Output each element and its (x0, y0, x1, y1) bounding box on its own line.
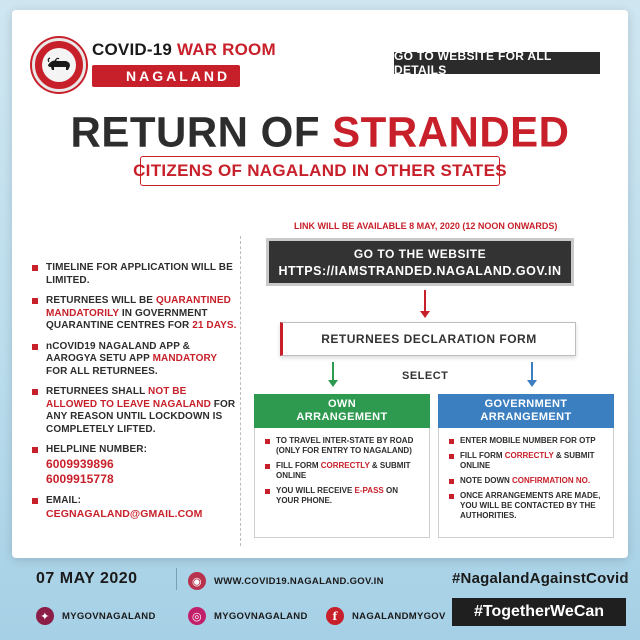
covid-war-room-logo (32, 38, 86, 92)
quarantine-text-a: RETURNEES WILL BE (46, 295, 154, 306)
footer-facebook[interactable] (326, 607, 446, 625)
own-li-1: TO TRAVEL INTER-STATE BY ROAD (ONLY FOR ENTRY TO NAGALAND) (276, 436, 414, 455)
list-item (32, 386, 237, 436)
arrow-down-icon (424, 290, 426, 314)
own-li-3-red: E-PASS (354, 486, 384, 495)
gov-li-2 (460, 451, 607, 471)
arrow-down-icon (332, 362, 334, 382)
bullet-icon (265, 489, 270, 494)
title-return-of: RETURN OF (70, 107, 320, 156)
bullet-icon (265, 464, 270, 469)
website-box-label: GO TO THE WEBSITE (353, 247, 487, 261)
bullet-icon (265, 439, 270, 444)
government-arrangement-header (438, 394, 614, 428)
brand-title (92, 40, 276, 87)
bullet-icon (449, 454, 454, 459)
hashtag-together-we-can: #TogetherWeCan (452, 598, 626, 626)
declaration-form-button[interactable]: RETURNEES DECLARATION FORM (280, 322, 576, 356)
lockdown-text-c: FOR ANY REASON UNTIL LOCKDOWN IS COMPLETELY LIFTED. (46, 398, 236, 435)
list-item (449, 451, 607, 471)
bullet-icon (32, 447, 38, 453)
bullet-icon (32, 298, 38, 304)
gov-head-1: GOVERNMENT (484, 398, 568, 410)
app-text-c: FOR ALL RETURNEES. (46, 365, 158, 377)
list-item (265, 486, 423, 506)
column-divider (240, 236, 241, 546)
website-url-link[interactable]: HTTPS://IAMSTRANDED.NAGALAND.GOV.IN (278, 264, 562, 278)
government-arrangement-panel[interactable] (438, 394, 614, 538)
footer-instagram[interactable] (188, 607, 308, 625)
brand-war-room-text: WAR ROOM (176, 40, 276, 59)
footer-website-text[interactable]: WWW.COVID19.NAGALAND.GOV.IN (214, 575, 384, 587)
gov-li-3-red: CONFIRMATION NO. (512, 476, 591, 485)
gov-li-2-a: FILL FORM (460, 451, 503, 460)
gov-li-1: ENTER MOBILE NUMBER FOR OTP (460, 436, 596, 445)
gov-li-3-a: NOTE DOWN (460, 476, 510, 485)
own-li-3 (276, 486, 423, 506)
footer-website[interactable] (188, 572, 384, 590)
footer-twitter[interactable] (36, 607, 156, 625)
helpline-number-2[interactable]: 6009915778 (46, 471, 114, 486)
bullet-icon (32, 389, 38, 395)
quarantine-text-b: IN GOVERNMENT QUARANTINE CENTRES FOR (46, 307, 208, 331)
own-arrangement-panel[interactable] (254, 394, 430, 538)
bullet-icon (32, 498, 38, 504)
own-arrangement-body (254, 428, 430, 538)
list-item (449, 476, 607, 486)
quarantine-text (46, 295, 237, 333)
hashtag-nagaland-against-covid: #NagalandAgainstCovid (452, 570, 629, 587)
own-li-3-b: ON YOUR PHONE. (276, 486, 398, 505)
logo-inner-circle (42, 48, 76, 82)
date-label: 07 MAY 2020 (36, 570, 138, 587)
brand-covid-text: COVID-19 (92, 40, 173, 59)
subtitle-box (133, 156, 507, 186)
list-item (32, 262, 237, 287)
mithun-icon (46, 56, 72, 74)
own-li-2-a: FILL FORM (276, 461, 319, 470)
government-arrangement-body (438, 428, 614, 538)
own-head-2: ARRANGEMENT (296, 411, 388, 423)
list-item (32, 444, 237, 487)
brand-nagaland-badge: NAGALAND (92, 65, 240, 87)
select-label: SELECT (402, 370, 449, 382)
footer-twitter-text[interactable]: MYGOVNAGALAND (62, 610, 156, 622)
list-item (32, 295, 237, 333)
lockdown-text-red: NOT BE ALLOWED TO LEAVE NAGALAND (46, 386, 211, 410)
footer-instagram-text[interactable]: MYGOVNAGALAND (214, 610, 308, 622)
instagram-icon: ◎ (188, 607, 206, 625)
email-block (46, 495, 202, 523)
bullet-icon (449, 494, 454, 499)
own-li-2 (276, 461, 423, 481)
helpline-number-1[interactable]: 6009939896 (46, 456, 114, 471)
own-li-2-red: CORRECTLY (320, 461, 370, 470)
globe-icon: ◉ (188, 572, 206, 590)
bullet-icon (32, 265, 38, 271)
facebook-icon: f (326, 607, 344, 625)
list-item (32, 341, 237, 379)
brand-line-1 (92, 40, 276, 60)
lockdown-text-a: RETURNEES SHALL (46, 386, 146, 397)
list-item (449, 491, 607, 521)
twitter-icon: ✦ (36, 607, 54, 625)
email-link[interactable]: CEGNAGALAND@GMAIL.COM (46, 508, 203, 520)
own-arrangement-header (254, 394, 430, 428)
info-list (32, 262, 237, 530)
gov-li-3 (460, 476, 590, 486)
timeline-text: TIMELINE FOR APPLICATION WILL BE LIMITED. (46, 262, 233, 286)
list-item (265, 436, 423, 456)
app-text-mandatory: MANDATORY (152, 353, 217, 364)
gov-li-4: ONCE ARRANGEMENTS ARE MADE, YOU WILL BE CONTACTED BY THE AUTHORITIES. (460, 491, 601, 520)
footer-facebook-text[interactable]: NAGALANDMYGOV (352, 610, 446, 622)
gov-li-2-b: & SUBMIT ONLINE (460, 451, 595, 470)
app-text-a: nCOVID19 NAGALAND APP & AAROGYA SETU APP (46, 340, 190, 364)
lockdown-text (46, 386, 237, 436)
bullet-icon (449, 439, 454, 444)
footer-divider (176, 568, 177, 590)
helpline-block (46, 444, 147, 487)
list-item (449, 436, 607, 446)
bullet-icon (449, 479, 454, 484)
quarantine-text-red: QUARANTINED MANDATORILY (46, 295, 231, 319)
gov-head-2: ARRANGEMENT (480, 411, 572, 423)
goto-website-banner: GO TO WEBSITE FOR ALL DETAILS (394, 52, 600, 74)
list-item (32, 495, 237, 523)
quarantine-days: 21 DAYS. (192, 320, 237, 331)
gov-li-2-red: CORRECTLY (504, 451, 554, 460)
helpline-label: HELPLINE NUMBER: (46, 444, 148, 455)
arrow-down-icon (531, 362, 533, 382)
list-item (265, 461, 423, 481)
bullet-icon (32, 344, 38, 350)
own-head-1: OWN (327, 398, 357, 410)
own-li-2-b: & SUBMIT ONLINE (276, 461, 411, 480)
email-label: EMAIL: (46, 494, 82, 506)
website-box[interactable] (266, 238, 574, 286)
main-title (0, 108, 640, 157)
link-availability-note: LINK WILL BE AVAILABLE 8 MAY, 2020 (12 NOON ONWARDS) (294, 221, 558, 231)
own-li-3-a: YOU WILL RECEIVE (276, 486, 353, 495)
app-text (46, 341, 237, 379)
title-stranded: STRANDED (332, 107, 570, 156)
subtitle-text: CITIZENS OF NAGALAND IN OTHER STATES (133, 161, 507, 180)
